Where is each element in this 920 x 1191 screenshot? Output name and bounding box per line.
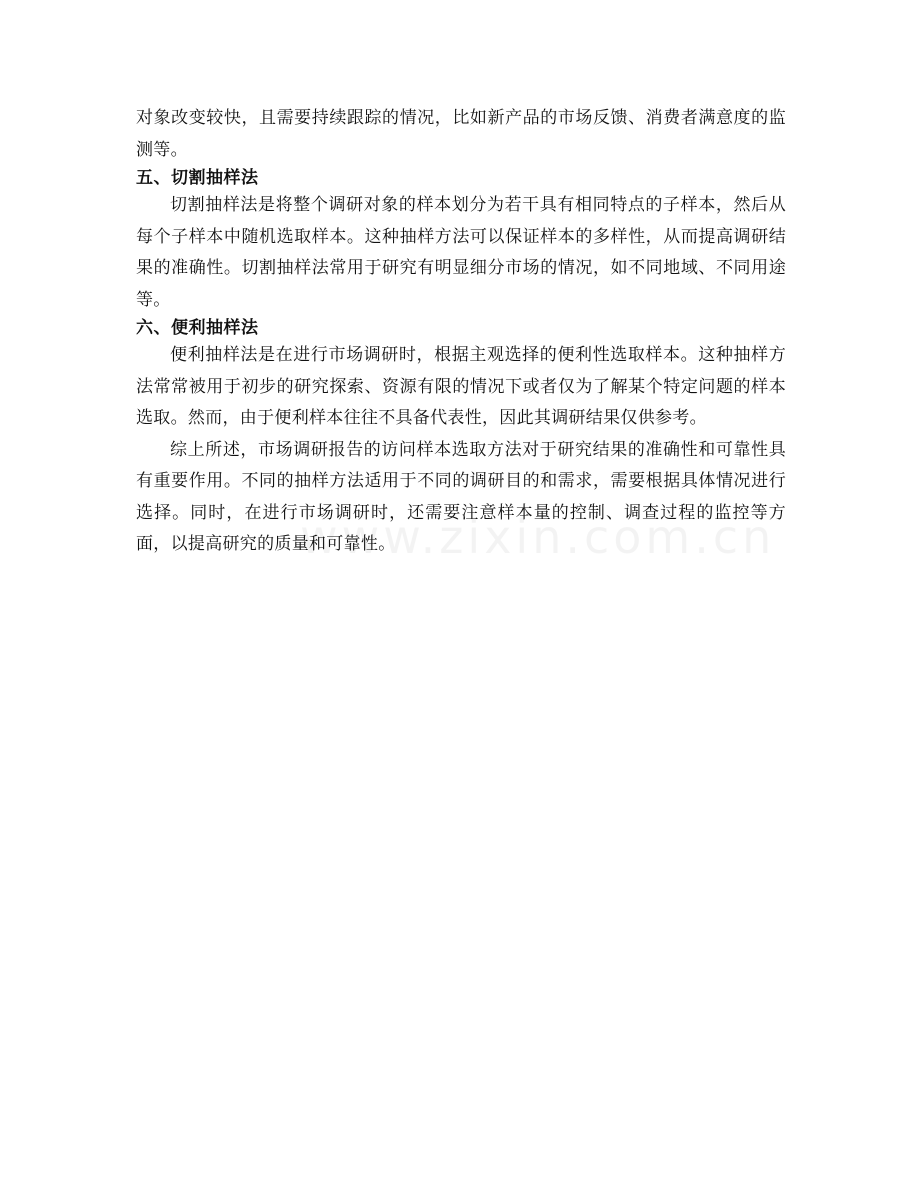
intro-tail-paragraph: 对象改变较快，且需要持续跟踪的情况，比如新产品的市场反馈、消费者满意度的监测等。	[136, 108, 786, 160]
section-6-heading: 六、便利抽样法	[136, 318, 259, 338]
document-content	[136, 103, 786, 561]
section-6-paragraph: 便利抽样法是在进行市场调研时，根据主观选择的便利性选取样本。这种抽样方法常常被用于初步的研究探索、资源有限的情况下或者仅为了解某个特定问题的样本选取。然而，由于便利样本往往不具备代表性，因此其调研结果仅供参考。	[136, 345, 786, 428]
section-5-paragraph: 切割抽样法是将整个调研对象的样本划分为若干具有相同特点的子样本，然后从每个子样本中随机选取样本。这种抽样方法可以保证样本的多样性，从而提高调研结果的准确性。切割抽样法常用于研究有明显细分市场的情况，如不同地域、不同用途等。	[136, 195, 786, 310]
conclusion-paragraph: 综上所述，市场调研报告的访问样本选取方法对于研究结果的准确性和可靠性具有重要作用。不同的抽样方法适用于不同的调研目的和需求，需要根据具体情况进行选择。同时，在进行市场调研时，还需要注意样本量的控制、调查过程的监控等方面，以提高研究的质量和可靠性。	[136, 439, 786, 554]
section-5-heading: 五、切割抽样法	[136, 168, 259, 188]
